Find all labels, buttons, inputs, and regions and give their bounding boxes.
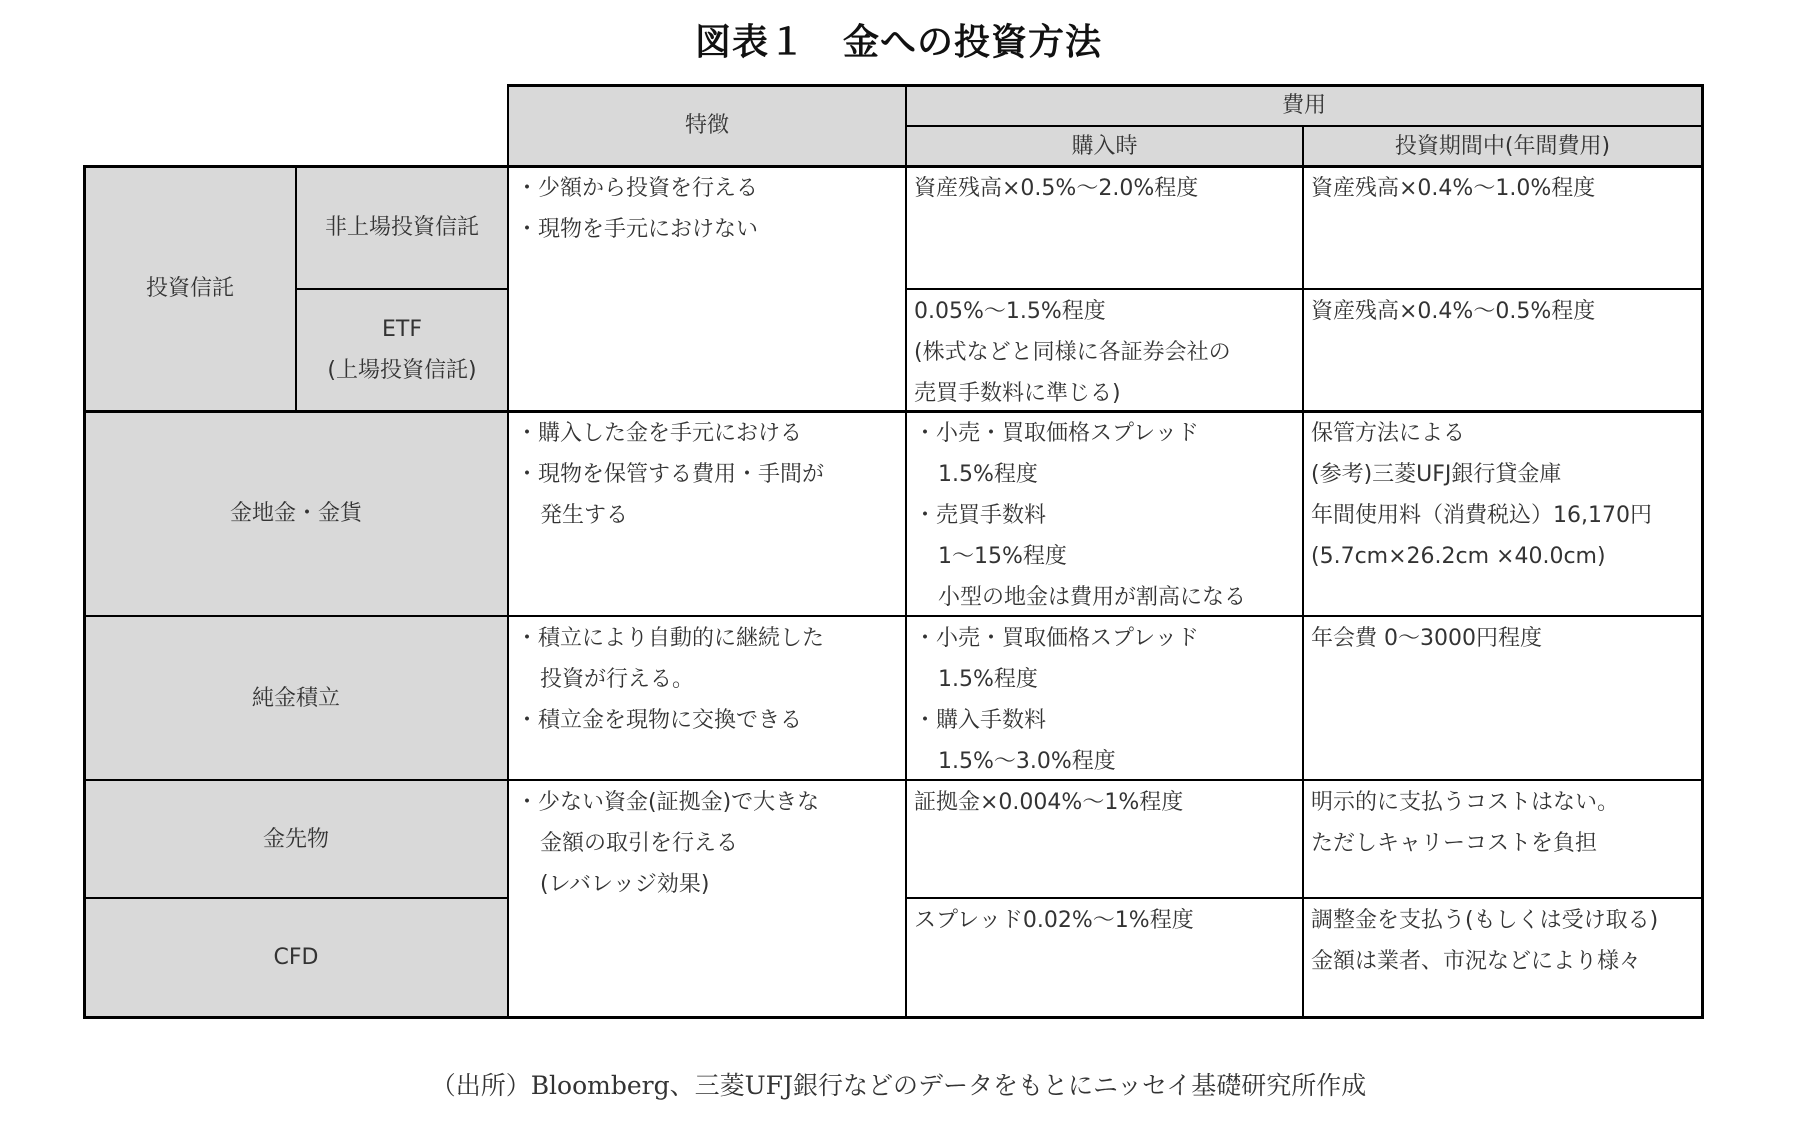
header-cost-label: 費用 xyxy=(1281,93,1326,118)
holding-futures xyxy=(1303,780,1702,898)
feature-line: 金額の取引を行える xyxy=(540,831,739,856)
cost-line: (株式などと同様に各証券会社の xyxy=(914,340,1231,365)
grid-line xyxy=(1701,84,1704,1019)
header-at-purchase-label: 購入時 xyxy=(1071,133,1138,159)
cost-line: ・購入手数料 xyxy=(914,708,1047,733)
features-bullion xyxy=(508,411,906,616)
row-label-accumulation xyxy=(84,616,508,780)
purchase-futures xyxy=(906,780,1303,898)
cost-line: 資産残高×0.4%～0.5%程度 xyxy=(1311,299,1596,324)
grid-line xyxy=(83,410,1703,413)
cost-line: ・小売・買取価格スプレッド xyxy=(914,421,1199,446)
header-features-label: 特徴 xyxy=(684,113,729,138)
holding-etf xyxy=(1303,289,1702,411)
cost-line: 保管方法による xyxy=(1311,421,1466,446)
grid-line xyxy=(295,165,297,412)
grid-line xyxy=(507,84,1703,87)
purchase-cfd xyxy=(906,898,1303,1017)
grid-line xyxy=(83,779,1703,781)
grid-line xyxy=(906,897,1703,899)
feature-line: ・少ない資金(証拠金)で大きな xyxy=(516,790,820,815)
feature-line: 発生する xyxy=(540,503,629,528)
row-label-unlisted xyxy=(296,166,508,289)
cost-line: 売買手数料に準じる) xyxy=(914,381,1121,406)
grid-line xyxy=(1302,125,1304,1019)
features-toushin xyxy=(508,166,906,411)
row-label-toushin xyxy=(84,166,296,411)
row-label-bullion-text: 金地金・金貨 xyxy=(229,501,362,526)
source-note: （出所）Bloomberg、三菱UFJ銀行などのデータをもとにニッセイ基礎研究所作成 xyxy=(430,1071,1367,1100)
purchase-etf xyxy=(906,289,1303,411)
grid-line xyxy=(83,897,508,899)
header-during-holding xyxy=(1303,126,1702,166)
feature-line: ・現物を保管する費用・手間が xyxy=(516,462,825,487)
cost-line: 調整金を支払う(もしくは受け取る) xyxy=(1311,908,1659,933)
row-label-unlisted-text: 非上場投資信託 xyxy=(324,215,479,240)
cost-line: ・小売・買取価格スプレッド xyxy=(914,626,1199,651)
row-label-toushin-text: 投資信託 xyxy=(145,276,234,301)
grid-line xyxy=(507,84,509,1019)
header-cost xyxy=(906,85,1702,126)
grid-line xyxy=(83,165,1703,168)
features-derivatives xyxy=(508,780,906,1017)
row-label-futures xyxy=(84,780,508,898)
cost-line: ・売買手数料 xyxy=(914,503,1047,528)
row-label-etf-line2: (上場投資信託) xyxy=(327,358,477,383)
feature-line: ・現物を手元におけない xyxy=(516,217,759,242)
cost-line: (参考)三菱UFJ銀行貸金庫 xyxy=(1311,462,1562,487)
grid-line xyxy=(906,288,1703,290)
feature-line: ・少額から投資を行える xyxy=(516,176,759,201)
row-label-cfd xyxy=(84,898,508,1017)
holding-accumulation xyxy=(1303,616,1702,780)
cost-line: ただしキャリーコストを負担 xyxy=(1311,831,1598,856)
cost-line: 小型の地金は費用が割高になる xyxy=(938,585,1247,610)
grid-line xyxy=(83,1016,1703,1019)
row-label-etf-line1: ETF xyxy=(382,317,422,342)
grid-line xyxy=(906,125,1703,127)
row-label-accumulation-text: 純金積立 xyxy=(251,685,340,711)
row-label-futures-text: 金先物 xyxy=(262,826,329,852)
holding-unlisted xyxy=(1303,166,1702,289)
feature-line: ・積立金を現物に交換できる xyxy=(516,708,803,733)
header-during-holding-label: 投資期間中(年間費用) xyxy=(1394,133,1611,159)
cost-line: 資産残高×0.5%～2.0%程度 xyxy=(914,176,1199,201)
cost-line: 1.5%程度 xyxy=(938,462,1038,487)
header-at-purchase xyxy=(906,126,1303,166)
purchase-bullion xyxy=(906,411,1303,616)
purchase-accumulation xyxy=(906,616,1303,780)
grid-line xyxy=(83,615,1703,617)
cost-line: 1.5%～3.0%程度 xyxy=(938,749,1116,774)
cost-line: 証拠金×0.004%～1%程度 xyxy=(914,790,1184,815)
purchase-unlisted xyxy=(906,166,1303,289)
feature-line: ・積立により自動的に継続した xyxy=(516,626,825,651)
row-label-bullion xyxy=(84,411,508,616)
feature-line: ・購入した金を手元における xyxy=(516,421,803,446)
grid-line xyxy=(83,165,86,1019)
cost-line: 資産残高×0.4%～1.0%程度 xyxy=(1311,176,1596,201)
cost-line: 年間使用料（消費税込）16,170円 xyxy=(1311,503,1652,528)
grid-line xyxy=(905,84,907,1019)
holding-bullion xyxy=(1303,411,1702,616)
header-features xyxy=(508,85,906,166)
row-label-cfd-text: CFD xyxy=(273,945,319,970)
features-accumulation xyxy=(508,616,906,780)
feature-line: 投資が行える。 xyxy=(540,667,695,692)
cost-line: 0.05%～1.5%程度 xyxy=(914,299,1106,324)
feature-line: (レバレッジ効果) xyxy=(540,872,710,897)
grid-line xyxy=(296,288,508,290)
row-label-etf xyxy=(296,289,508,411)
page-title: 図表１ 金への投資方法 xyxy=(694,21,1102,63)
cost-line: (5.7cm×26.2cm ×40.0cm) xyxy=(1311,544,1606,569)
cost-line: 明示的に支払うコストはない。 xyxy=(1311,790,1620,815)
cost-line: 金額は業者、市況などにより様々 xyxy=(1311,949,1642,974)
cost-line: 1.5%程度 xyxy=(938,667,1038,692)
cost-line: 1～15%程度 xyxy=(938,544,1067,569)
cost-line: 年会費 0～3000円程度 xyxy=(1311,626,1542,651)
holding-cfd xyxy=(1303,898,1702,1017)
cost-line: スプレッド0.02%～1%程度 xyxy=(914,908,1194,933)
